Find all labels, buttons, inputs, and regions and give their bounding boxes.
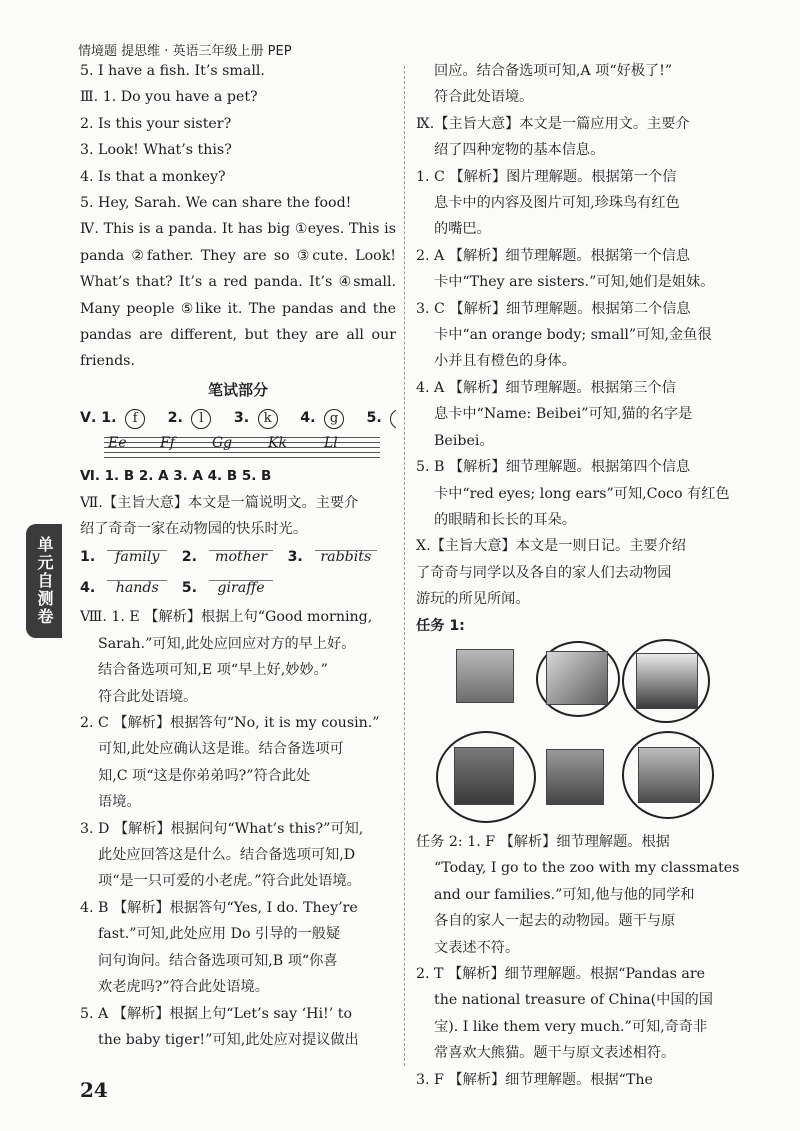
q-number: 2.	[167, 409, 183, 426]
explanation-line: 小并且有橙色的身体。	[434, 353, 576, 370]
explanation-line: 卡中“red eyes; long ears”可知,Coco 有红色	[434, 485, 730, 502]
passage-line: pandas are different, but they are all our	[80, 327, 396, 343]
summary-line: Ⅹ.【主旨大意】本文是一则日记。主要介绍	[416, 538, 686, 555]
explanation-line: “Today, I go to the zoo with my classmates	[434, 860, 740, 877]
explanation-line: 结合备选项可知,E 项“早上好,妙妙。”	[98, 662, 328, 679]
handwriting-lines	[104, 433, 380, 459]
explanation-line: 卡中“They are sisters.”可知,她们是姐妹。	[434, 274, 715, 291]
explanation-line: 1. C 【解析】图片理解题。根据第一个信	[416, 168, 677, 185]
explanation-line: 3. C 【解析】细节理解题。根据第二个信息	[416, 300, 691, 317]
circled-letter: k	[258, 409, 278, 429]
blank-row	[80, 572, 396, 604]
running-header: 情境题 提思维 · 英语三年级上册 PEP	[78, 44, 292, 59]
explanation-line: 2. T 【解析】细节理解题。根据“Pandas are	[416, 965, 705, 982]
summary-line: 游玩的所见所闻。	[416, 591, 530, 608]
passage-line: What’s that? It’s a red panda. It’s ④small.	[80, 274, 396, 291]
summary-line: Ⅸ.【主旨大意】本文是一篇应用文。主要介	[416, 115, 690, 132]
letter-pair: Ee	[108, 435, 127, 452]
circled-letter: l	[191, 409, 211, 429]
explanation-line: 任务 2: 1. F 【解析】细节理解题。根据	[416, 833, 670, 850]
summary-line: 绍了奇奇一家在动物园的快乐时光。	[80, 521, 308, 538]
summary-line: 绍了四种宠物的基本信息。	[434, 142, 605, 159]
pandas-image	[636, 653, 698, 709]
explanation-line: 可知,此处应确认这是谁。结合备选项可	[98, 741, 344, 758]
explanation-line: Ⅷ. 1. E 【解析】根据上句“Good morning,	[80, 609, 373, 626]
birds-image	[546, 651, 608, 705]
monkeys-image	[546, 749, 604, 805]
explanation-line: 5. A 【解析】根据上句“Let’s say ‘Hi!’ to	[80, 1005, 353, 1022]
explanation-line: 符合此处语境。	[98, 688, 198, 705]
explanation-line: 3. D 【解析】根据问句“What’s this?”可知,	[80, 820, 364, 837]
task-label: 任务 1:	[416, 617, 465, 634]
explanation-line: and our families.”可知,他与他的同学和	[434, 886, 695, 903]
q-number: 4.	[300, 409, 316, 426]
explanation-line: 问句询问。结合备选项可知,B 项“你喜	[98, 952, 338, 969]
explanation-line: fast.”可知,此处应用 Do 引导的一般疑	[98, 926, 341, 943]
answer-line: 3. Look! What’s this?	[80, 142, 232, 159]
blank-answer: family	[107, 542, 167, 572]
explanation-line: 各自的家人一起去的动物园。题干与原	[434, 913, 676, 930]
explanation-line: 5. B 【解析】细节理解题。根据第四个信息	[416, 459, 691, 476]
explanation-line: 常喜欢大熊猫。题干与原文表述相符。	[434, 1045, 676, 1062]
passage-line: Ⅳ. This is a panda. It has big ①eyes. This is	[80, 221, 396, 238]
explanation-line: 卡中“an orange body; small”可知,金鱼很	[434, 327, 712, 344]
blank-row	[80, 542, 396, 572]
explanation-line: 4. B 【解析】根据答句“Yes, I do. They’re	[80, 899, 358, 916]
animal-image-grid	[416, 639, 771, 829]
circled-letter: g	[324, 409, 344, 429]
explanation-line: the baby tiger!”可知,此处应对提议做出	[98, 1031, 359, 1048]
q-number: 2.	[181, 549, 198, 566]
explanation-line: 息卡中“Name: Beibei”可知,猫的名字是	[434, 406, 693, 423]
selection-circle	[436, 731, 536, 823]
answer-line: Ⅵ. 1. B 2. A 3. A 4. B 5. B	[80, 468, 272, 485]
q-number: 4.	[80, 580, 96, 597]
answer-line: 4. Is that a monkey?	[80, 168, 226, 185]
rabbits-image	[456, 649, 514, 703]
explanation-line: Sarah.”可知,此处应回应对方的早上好。	[98, 635, 356, 652]
explanation-line: 息卡中的内容及图片可知,珍珠鸟有红色	[434, 195, 680, 212]
circled-letter	[390, 409, 396, 429]
side-tab: 单元自测卷	[26, 524, 62, 638]
elephants-image	[638, 747, 700, 803]
explanation-line: 符合此处语境。	[434, 89, 534, 106]
explanation-line: 3. F 【解析】细节理解题。根据“The	[416, 1071, 653, 1088]
explanation-line: 语境。	[98, 794, 141, 811]
answer-line: 5. Hey, Sarah. We can share the food!	[80, 195, 352, 212]
blank-answer: rabbits	[315, 542, 377, 572]
answer-line: Ⅲ. 1. Do you have a pet?	[80, 89, 258, 106]
q-number: 1.	[80, 549, 96, 566]
q-number: 3.	[287, 549, 303, 566]
explanation-line: 文表述不符。	[434, 939, 520, 956]
explanation-line: 4. A 【解析】细节理解题。根据第三个信	[416, 379, 676, 396]
circle-answer-row	[80, 405, 396, 431]
passage-line: Many people ⑤like it. The pandas and the	[80, 300, 396, 317]
explanation-line: 知,C 项“这是你弟弟吗?”符合此处	[98, 767, 311, 784]
letter-pair: Kk	[268, 435, 287, 452]
explanation-line: 宝). I like them very much.”可知,奇奇非	[434, 1018, 708, 1035]
explanation-line: the national treasure of China(中国的国	[434, 992, 713, 1009]
right-column	[416, 58, 771, 1093]
summary-line: Ⅶ.【主旨大意】本文是一篇说明文。主要介	[80, 494, 359, 511]
explanation-line: 项“是一只可爱的小老虎。”符合此处语境。	[98, 873, 361, 890]
page-number: 24	[80, 1078, 108, 1102]
passage-line: friends.	[80, 353, 135, 370]
explanation-line: 回应。结合备选项可知,A 项“好极了!”	[434, 63, 673, 79]
q-number: 3.	[233, 409, 250, 426]
answer-line: 2. Is this your sister?	[80, 115, 232, 132]
explanation-line: 2. A 【解析】细节理解题。根据第一个信息	[416, 247, 690, 264]
explanation-line: 的嘴巴。	[434, 221, 491, 238]
passage-line: panda ②father. They are so ③cute. Look!	[80, 247, 396, 264]
letter-pair: Ff	[160, 435, 175, 452]
q-number: 5.	[181, 580, 198, 597]
section-title: 笔试部分	[207, 380, 268, 399]
q-number: 5.	[366, 409, 382, 426]
answer-line: 5. I have a fish. It’s small.	[80, 63, 265, 79]
summary-line: 了奇奇与同学以及各自的家人们去动物园	[416, 564, 672, 581]
letter-pair: Ll	[324, 435, 338, 452]
left-column	[80, 58, 396, 1053]
blank-answer: giraffe	[209, 572, 273, 604]
explanation-line: 2. C 【解析】根据答句“No, it is my cousin.”	[80, 715, 380, 732]
circled-letter: f	[125, 409, 145, 429]
explanation-line: 欢老虎吗?”符合此处语境。	[98, 979, 269, 996]
blank-answer: mother	[209, 542, 273, 572]
letter-pair: Gg	[212, 435, 233, 452]
blank-answer: hands	[107, 572, 167, 604]
explanation-line: 此处应回答这是什么。结合备选项可知,D	[98, 847, 356, 864]
q-label: Ⅴ. 1.	[80, 409, 117, 426]
column-divider	[404, 66, 405, 1066]
explanation-line: Beibei。	[434, 432, 494, 449]
explanation-line: 的眼睛和长长的耳朵。	[434, 511, 576, 528]
